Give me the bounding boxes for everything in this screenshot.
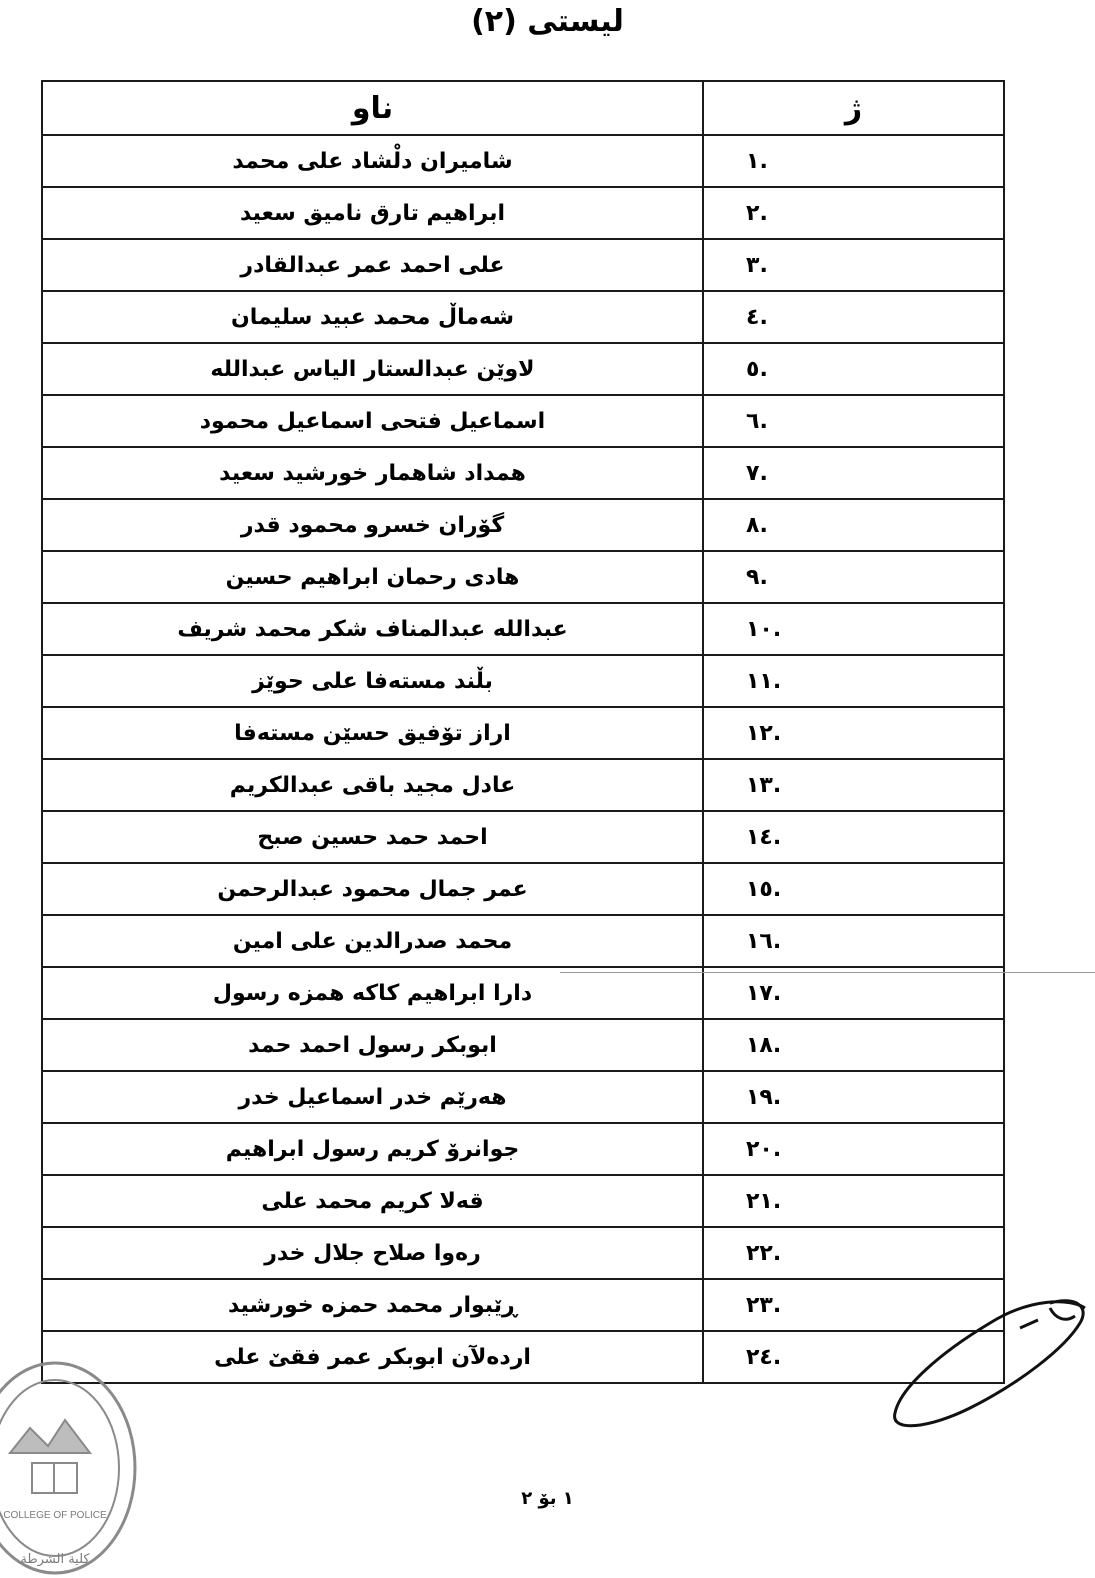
table-row [42, 395, 1004, 447]
row-number-text: .٢٣ [746, 1292, 782, 1318]
row-name: گۆران خسرو محمود قدر [42, 499, 703, 551]
row-name: عادل مجيد باقى عبدالكريم [42, 759, 703, 811]
table-row [42, 343, 1004, 395]
row-number-text: .١٦ [746, 928, 782, 954]
stamp-english-text: COLLEGE OF POLICE [3, 1510, 107, 1521]
table-header-row [42, 81, 1004, 135]
row-name: على احمد عمر عبدالقادر [42, 239, 703, 291]
row-name: جوانرۆ كريم رسول ابراهيم [42, 1123, 703, 1175]
row-number [703, 811, 1004, 863]
header-number: ژ [703, 81, 1004, 135]
row-number-text: .٩ [746, 564, 768, 590]
row-number [703, 967, 1004, 1019]
row-number-text: .١٨ [746, 1032, 782, 1058]
row-number-text: .١٤ [746, 824, 782, 850]
row-number-text: .١٢ [746, 720, 782, 746]
row-name: هادى رحمان ابراهيم حسين [42, 551, 703, 603]
row-number-text: .١٥ [746, 876, 782, 902]
row-number-text: .٦ [746, 408, 768, 434]
table-row [42, 239, 1004, 291]
row-number-text: .٥ [746, 356, 768, 382]
table-row [42, 1331, 1004, 1383]
row-number [703, 1175, 1004, 1227]
row-name: محمد صدرالدين على امين [42, 915, 703, 967]
scan-artifact-line [560, 972, 1095, 973]
row-number [703, 551, 1004, 603]
row-number-text: .٣ [746, 252, 768, 278]
row-number [703, 603, 1004, 655]
row-number [703, 187, 1004, 239]
table-row [42, 1175, 1004, 1227]
page-number: ١ بۆ ٢ [521, 1488, 574, 1509]
row-number-text: .٢٢ [746, 1240, 782, 1266]
row-number-text: .١٩ [746, 1084, 782, 1110]
row-number [703, 291, 1004, 343]
row-name: دارا ابراهيم كاكه همزه رسول [42, 967, 703, 1019]
row-number [703, 759, 1004, 811]
table-row [42, 135, 1004, 187]
row-number-text: .٢٤ [746, 1344, 782, 1370]
row-number [703, 499, 1004, 551]
table-body [42, 135, 1004, 1383]
row-number-text: .٢١ [746, 1188, 782, 1214]
table-row [42, 1071, 1004, 1123]
row-number [703, 1123, 1004, 1175]
table-row [42, 1123, 1004, 1175]
table-row [42, 863, 1004, 915]
row-name: عمر جمال محمود عبدالرحمن [42, 863, 703, 915]
row-name: اردەلآن ابوبكر عمر فقێ على [42, 1331, 703, 1383]
row-number [703, 1227, 1004, 1279]
row-name: بڵند مستەفا على حوێز [42, 655, 703, 707]
row-name: همداد شاهمار خورشيد سعيد [42, 447, 703, 499]
table-row [42, 1227, 1004, 1279]
row-number-text: .١٣ [746, 772, 782, 798]
row-name: رەوا صلاح جلال خدر [42, 1227, 703, 1279]
row-name: احمد حمد حسين صبح [42, 811, 703, 863]
table-row [42, 707, 1004, 759]
row-number [703, 915, 1004, 967]
row-number [703, 447, 1004, 499]
row-number-text: .١١ [746, 668, 782, 694]
row-number-text: .٨ [746, 512, 768, 538]
table-row [42, 811, 1004, 863]
signature-mark [880, 1278, 1095, 1438]
header-name: ناو [42, 81, 703, 135]
table-row [42, 187, 1004, 239]
row-name: اسماعيل فتحى اسماعيل محمود [42, 395, 703, 447]
row-number [703, 707, 1004, 759]
row-name: ڕێبوار محمد حمزه خورشيد [42, 1279, 703, 1331]
table-row [42, 967, 1004, 1019]
row-name: شەماڵ محمد عبيد سليمان [42, 291, 703, 343]
row-name: هەرێم خدر اسماعيل خدر [42, 1071, 703, 1123]
row-number [703, 1071, 1004, 1123]
table-row [42, 603, 1004, 655]
table-row [42, 1279, 1004, 1331]
names-table-container [41, 80, 1003, 1384]
table-row [42, 291, 1004, 343]
row-name: عبدالله عبدالمناف شكر محمد شريف [42, 603, 703, 655]
row-name: ابراهيم تارق ناميق سعيد [42, 187, 703, 239]
row-number [703, 239, 1004, 291]
row-name: شاميران دلْشاد على محمد [42, 135, 703, 187]
row-number-text: .١٧ [746, 980, 782, 1006]
row-number [703, 343, 1004, 395]
row-number [703, 655, 1004, 707]
row-name: ابوبكر رسول احمد حمد [42, 1019, 703, 1071]
row-number-text: .٢ [746, 200, 768, 226]
table-row [42, 655, 1004, 707]
row-number [703, 863, 1004, 915]
row-number-text: .١ [746, 148, 768, 174]
table-row [42, 499, 1004, 551]
table-row [42, 1019, 1004, 1071]
row-number [703, 1019, 1004, 1071]
row-name: قەلا كريم محمد على [42, 1175, 703, 1227]
row-number [703, 135, 1004, 187]
table-row [42, 447, 1004, 499]
row-name: اراز تۆفيق حسێن مستەفا [42, 707, 703, 759]
names-table [41, 80, 1005, 1384]
row-number-text: .٢٠ [746, 1136, 782, 1162]
table-row [42, 915, 1004, 967]
row-number-text: .١٠ [746, 616, 782, 642]
stamp-arabic-text: كلية الشرطة [20, 1552, 90, 1567]
table-row [42, 759, 1004, 811]
official-stamp [0, 1358, 140, 1578]
row-number [703, 395, 1004, 447]
table-row [42, 551, 1004, 603]
row-name: لاوێن عبدالستار الياس عبدالله [42, 343, 703, 395]
row-number-text: .٧ [746, 460, 768, 486]
page-title: ليستى (٢) [471, 4, 624, 39]
row-number-text: .٤ [746, 304, 768, 330]
